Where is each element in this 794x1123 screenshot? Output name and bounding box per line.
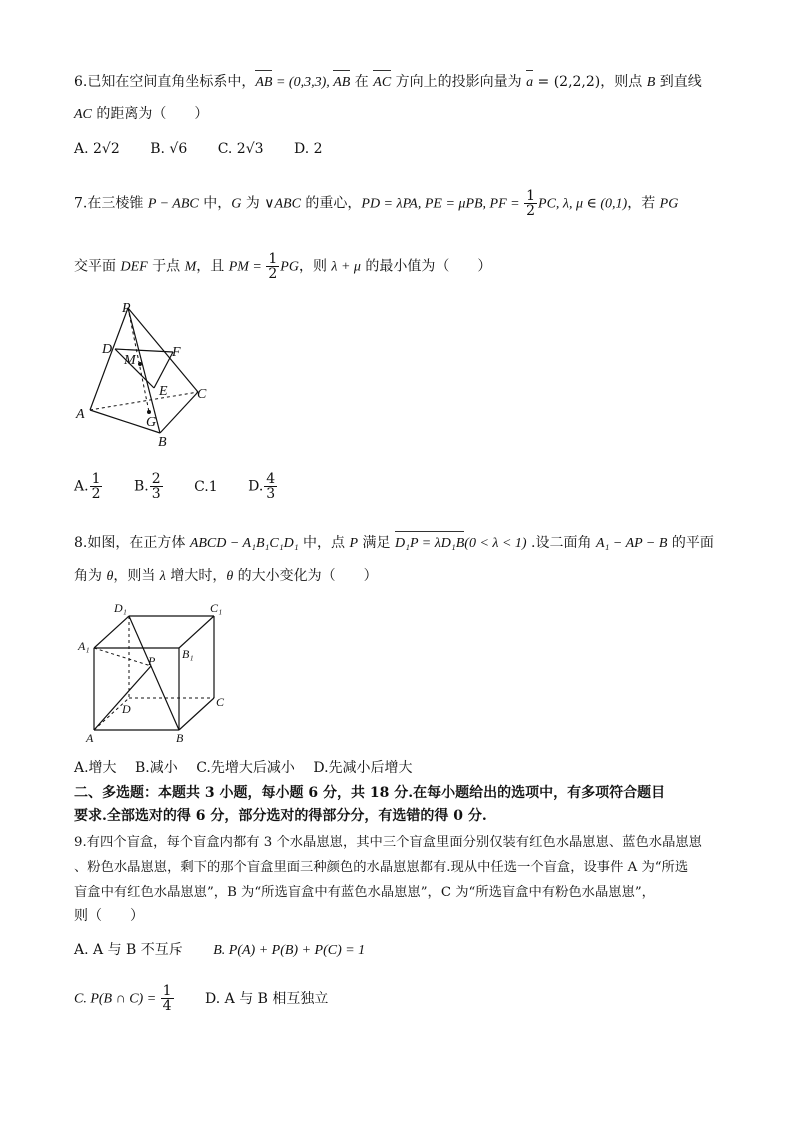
label-e: E xyxy=(159,384,168,399)
label-c: C xyxy=(216,695,225,709)
q7-text: 中， xyxy=(198,195,232,212)
q8-text: 满足 xyxy=(358,535,395,551)
label-a: A xyxy=(86,731,94,745)
q7-math: DEF xyxy=(120,259,148,275)
fraction-num: 1 xyxy=(526,188,536,204)
q8-text: 的大小变化为（ ） xyxy=(233,568,378,584)
edge-bc xyxy=(179,698,214,730)
option-label: C. xyxy=(194,478,209,495)
cube-figure xyxy=(76,600,236,745)
edge-ac xyxy=(90,392,198,410)
option-fraction xyxy=(90,472,103,501)
point-b: B xyxy=(646,75,656,90)
section2-heading-line1: 二、多选题：本题共 3 小题，每小题 6 分，共 18 分.在每小题给出的选项中，有多项符合题目 xyxy=(74,785,666,801)
fraction-num: 1 xyxy=(268,251,278,267)
label-b1: B₁ xyxy=(182,647,194,661)
q7-text: 交平面 xyxy=(74,258,121,275)
q7-math: PG xyxy=(280,259,299,275)
q8-text: 的平面 xyxy=(667,535,714,551)
q7-math: M xyxy=(184,259,197,275)
q8-text: .设二面角 xyxy=(526,535,596,551)
q7-text: 7.在三棱锥 xyxy=(74,195,148,212)
q7-math: PC, λ, μ ∈ (0,1) xyxy=(538,196,628,212)
q8-option-b: B.减小 xyxy=(135,760,178,776)
q6-option-b: B. √6 xyxy=(150,141,188,157)
fraction-num: 2 xyxy=(151,471,161,487)
fraction-den: 2 xyxy=(268,266,278,282)
q9-options-row2 xyxy=(74,984,354,1014)
q7-math: PM = xyxy=(228,259,266,275)
q7-option-b xyxy=(134,472,164,501)
vector-ab: AB xyxy=(255,73,272,93)
label-c1: C₁ xyxy=(210,601,223,615)
q8-math: θ xyxy=(106,569,114,584)
fraction-num: 1 xyxy=(91,471,101,487)
label-a: A xyxy=(76,407,85,422)
q8-math: P xyxy=(349,536,359,551)
fraction-den: 4 xyxy=(162,998,172,1014)
tetrahedron-figure xyxy=(70,298,220,453)
label-d: D xyxy=(102,342,113,357)
q6-text: 方向上的投影向量为 xyxy=(391,74,527,90)
q7-math: ABC xyxy=(274,196,301,212)
q8-option-d: D.先减小后增大 xyxy=(313,760,413,776)
q9-line2: 、粉色水晶崽崽，剩下的那个盲盒里面三种颜色的水晶崽崽都有.现从中任选一个盲盒，设事件 A 为“所选 xyxy=(74,860,689,875)
q7-option-a xyxy=(74,472,103,501)
q7-math: PG xyxy=(659,196,679,212)
fraction-den: 3 xyxy=(266,486,276,502)
vector-a: a xyxy=(526,73,533,93)
fraction-num: 4 xyxy=(266,471,276,487)
q9-option-c xyxy=(74,984,175,1014)
q8-text: 8.如图，在正方体 xyxy=(74,535,190,551)
q8-math: θ xyxy=(226,569,234,584)
line-ac: AC xyxy=(74,107,92,122)
q7-text: ，且 xyxy=(196,258,229,275)
q7-text: 为 ∨ xyxy=(241,195,275,212)
q9-line3: 盲盒中有红色水晶崽崽”，B 为“所选盲盒中有蓝色水晶崽崽”，C 为“所选盲盒中有粉色水晶崽崽”， xyxy=(74,885,655,900)
edge-ef xyxy=(154,352,173,388)
edge-df xyxy=(115,349,173,352)
q6-option-a: A. 2√2 xyxy=(74,141,120,157)
q7-options xyxy=(74,472,304,501)
edge-a1d1 xyxy=(94,616,129,648)
fraction-den: 2 xyxy=(526,203,536,219)
q6-options xyxy=(74,139,349,159)
label-a1: A₁ xyxy=(78,639,90,653)
q7-text: ，则 xyxy=(298,258,332,275)
q6-text: = (0,3,3), xyxy=(272,75,334,90)
q8-vector-relation: D₁P = λD₁B xyxy=(395,534,464,554)
q6-line1 xyxy=(74,72,702,93)
diagonal-d1b xyxy=(129,616,179,730)
q6-text: 在 xyxy=(350,74,374,90)
label-p: P xyxy=(122,301,131,316)
segment-a1p xyxy=(94,648,151,666)
option-label: B. xyxy=(133,478,149,495)
q8-option-c: C.先增大后减小 xyxy=(196,760,295,776)
option-fraction xyxy=(161,984,174,1013)
fraction-den: 2 xyxy=(91,486,101,502)
q6-option-c: C. 2√3 xyxy=(217,141,264,157)
q7-text: ，若 xyxy=(627,195,660,212)
label-g: G xyxy=(146,415,157,430)
q7-math: P − ABC xyxy=(147,196,199,212)
option-label: A. xyxy=(74,478,89,495)
option-fraction xyxy=(150,472,163,501)
option-fraction xyxy=(264,472,277,501)
label-m: M xyxy=(124,353,136,368)
q8-option-a: A.增大 xyxy=(74,760,117,776)
label-b: B xyxy=(176,731,184,745)
q8-text: ，则当 xyxy=(113,568,160,584)
q8-text: 角为 xyxy=(74,568,107,584)
q7-option-c xyxy=(194,473,218,501)
q7-line2 xyxy=(74,252,491,281)
label-d: D xyxy=(122,702,131,716)
point-m xyxy=(138,362,142,366)
q8-math: (0 < λ < 1) xyxy=(464,536,527,551)
edge-b1c1 xyxy=(179,616,214,648)
q9-option-a: A. A 与 B 不互斥 xyxy=(74,942,183,958)
edge-pa xyxy=(90,308,128,410)
vector-ab: AB xyxy=(333,73,350,93)
q9-options-row1 xyxy=(74,940,391,961)
q9-option-b: B. P(A) + P(B) + P(C) = 1 xyxy=(213,943,366,958)
section2-heading-line2: 要求.全部选对的得 6 分，部分选对的得部分分，有选错的得 0 分. xyxy=(74,808,487,824)
q8-text: 增大时， xyxy=(165,568,227,584)
q6-option-d: D. 2 xyxy=(294,141,323,157)
q6-text: 到直线 xyxy=(655,74,702,90)
q7-text: 的重心， xyxy=(300,195,362,212)
q7-line1 xyxy=(74,189,678,218)
q7-math: G xyxy=(231,196,242,212)
label-d1: D₁ xyxy=(114,601,127,615)
q8-line2 xyxy=(74,566,378,587)
q8-math: A₁ − AP − B xyxy=(595,536,668,551)
q6-text: 6.已知在空间直角坐标系中， xyxy=(74,74,256,90)
q8-math: ABCD − A₁B₁C₁D₁ xyxy=(189,536,299,551)
q8-line1 xyxy=(74,533,714,554)
label-f: F xyxy=(172,345,181,360)
q8-text: 中，点 xyxy=(298,535,350,551)
q7-vector-relations: PD = λPA, PE = μPB, PF = xyxy=(361,196,524,212)
q9-option-d: D. A 与 B 相互独立 xyxy=(205,990,329,1007)
q6-text: 的距离为（ ） xyxy=(91,106,209,122)
fraction-den: 3 xyxy=(151,486,161,502)
q6-line2 xyxy=(74,104,208,125)
vector-ac: AC xyxy=(373,73,391,93)
option-label: D. xyxy=(248,478,264,495)
q7-text: 于点 xyxy=(147,258,185,275)
label-p: P xyxy=(148,654,156,668)
option-expression: C. P(B ∩ C) = xyxy=(74,991,160,1007)
option-value: 1 xyxy=(208,478,218,495)
q9-line1: 9.有四个盲盒，每个盲盒内都有 3 个水晶崽崽，其中三个盲盒里面分别仅装有红色水晶崽崽、蓝色水晶崽崽 xyxy=(74,835,702,850)
q8-options xyxy=(74,758,439,778)
q8-math: λ xyxy=(159,569,166,584)
fraction-half xyxy=(266,252,279,281)
label-c: C xyxy=(197,387,207,402)
q7-text: 的最小值为（ ） xyxy=(360,258,492,275)
q9-line4: 则（ ） xyxy=(74,908,144,924)
fraction-half xyxy=(524,189,537,218)
q7-math: λ + μ xyxy=(331,259,361,275)
point-g xyxy=(147,410,151,414)
q6-text: = (2,2,2)，则点 xyxy=(533,74,647,90)
q7-option-d xyxy=(248,472,278,501)
fraction-num: 1 xyxy=(162,983,172,999)
label-b: B xyxy=(158,435,167,450)
